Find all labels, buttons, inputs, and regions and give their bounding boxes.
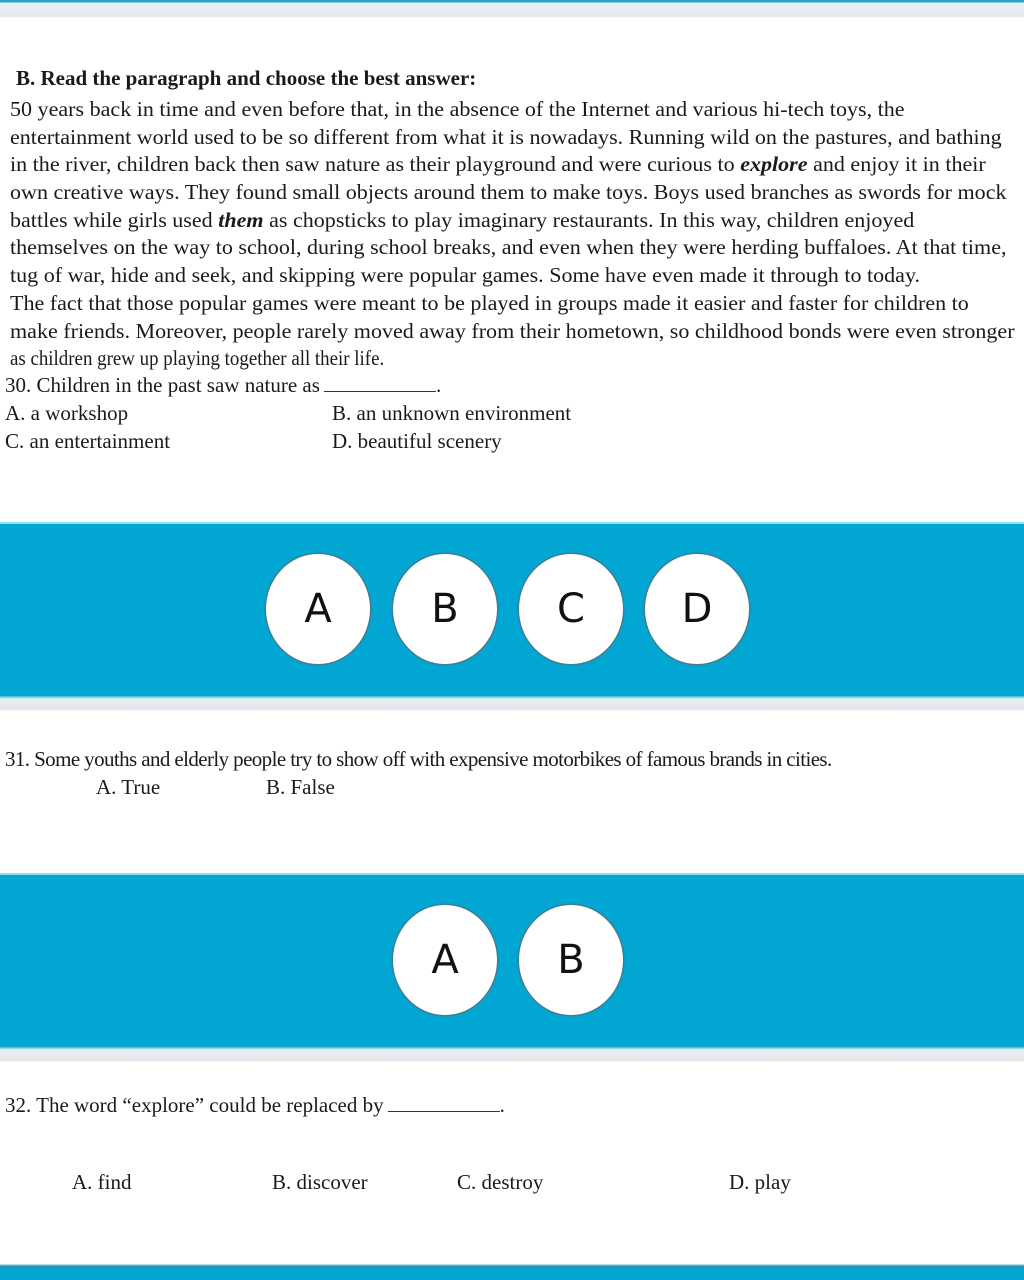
answer-panel-q32-edge (0, 1264, 1024, 1280)
question-32-stem: 32. The word “explore” could be replaced by . (5, 1093, 505, 1117)
question-32-option-b: B. discover (272, 1170, 368, 1194)
paragraph-line: as children grew up playing together all their life. (10, 346, 385, 370)
question-30-option-a: A. a workshop (5, 401, 129, 425)
paragraph-line: The fact that those popular games were meant to be played in groups made it easier and faster for children to (10, 291, 969, 315)
question-31-option-b: B. False (266, 775, 335, 799)
paragraph-line: entertainment world used to be so different from what it is nowadays. Running wild on the pastures, and bathing (10, 125, 1002, 149)
question-32-option-a: A. find (72, 1170, 132, 1194)
answer-button-c[interactable]: C (519, 554, 623, 664)
question-32-option-d: D. play (729, 1170, 791, 1194)
panel-divider (0, 695, 1024, 711)
paragraph-line: 50 years back in time and even before that, in the absence of the Internet and various hi-tech toys, the (10, 97, 905, 121)
paragraph-line: themselves on the way to school, during school breaks, and even when they were herding buffaloes. At that time, (10, 235, 1007, 259)
answer-blank (388, 1093, 500, 1112)
paragraph-line: battles while girls used them as chopsticks to play imaginary restaurants. In this way, children enjoyed (10, 208, 915, 232)
panel-divider (0, 1046, 1024, 1062)
question-31-option-a: A. True (96, 775, 161, 799)
highlighted-word-explore: explore (740, 152, 808, 176)
answer-button-a[interactable]: A (393, 905, 497, 1015)
answer-blank (324, 373, 436, 392)
answer-panel-q31 (0, 873, 1024, 1048)
paragraph-line: make friends. Moreover, people rarely moved away from their hometown, so childhood bonds were even stronger (10, 319, 1015, 343)
question-30-stem: 30. Children in the past saw nature as . (5, 373, 442, 397)
question-31-stem: 31. Some youths and elderly people try to show off with expensive motorbikes of famous brands in cities. (5, 747, 832, 771)
section-heading: B. Read the paragraph and choose the best answer: (16, 66, 477, 90)
question-30-option-d: D. beautiful scenery (332, 429, 502, 453)
answer-button-a[interactable]: A (266, 554, 370, 664)
paragraph-line: tug of war, hide and seek, and skipping were popular games. Some have even made it through to today. (10, 263, 921, 287)
answer-panel-q30 (0, 522, 1024, 697)
answer-button-b[interactable]: B (393, 554, 497, 664)
paragraph-line: in the river, children back then saw nature as their playground and were curious to explore and enjoy it in their (10, 152, 986, 176)
answer-button-d[interactable]: D (645, 554, 749, 664)
question-30-option-c: C. an entertainment (5, 429, 171, 453)
question-32-option-c: C. destroy (457, 1170, 544, 1194)
question-30-option-b: B. an unknown environment (332, 401, 572, 425)
answer-button-b[interactable]: B (519, 905, 623, 1015)
paragraph-line: own creative ways. They found small objects around them to make toys. Boys used branches as swords for mock (10, 180, 1007, 204)
top-divider (0, 0, 1024, 18)
highlighted-word-them: them (218, 208, 264, 232)
